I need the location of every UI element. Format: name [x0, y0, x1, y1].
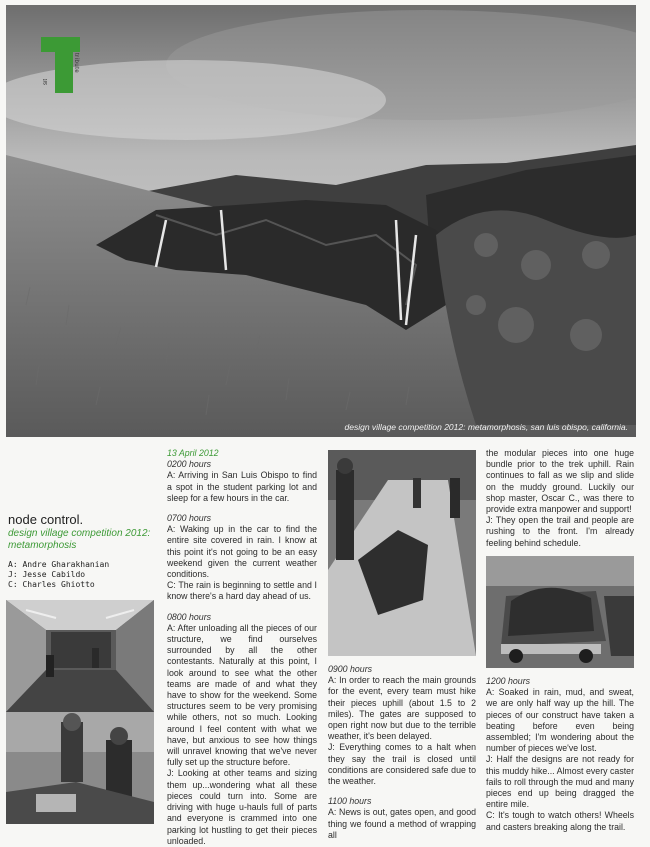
- credit-line: [8, 570, 109, 580]
- entry-text: J: Half the designs are not ready for this muddy hike... Almost every caster fails to roll through the mud and many pieces end up being dragged the entire mile.: [486, 754, 634, 810]
- credit-line: [8, 580, 109, 590]
- bundle-path-photo: [328, 450, 476, 656]
- entry-time: 1100 hours: [328, 796, 372, 807]
- credit-key: A:: [8, 560, 18, 569]
- credit-key: J:: [8, 570, 18, 579]
- credit-name: Jesse Cabildo: [22, 570, 86, 579]
- entry-text: the modular pieces into one huge bundle prior to the trek uphill. Rain continues to fall as we slip and slide on the muddy ground. Luckily our shop master, Oscar C., was there to provide extra manpower and support!: [486, 448, 634, 515]
- entry-time: 1200 hours: [486, 676, 531, 686]
- logo-side-text: tribute: [73, 53, 79, 74]
- logo-stem: [55, 47, 73, 93]
- article-subtitle: design village competition 2012: metamorphosis: [8, 528, 151, 551]
- hero-caption: design village competition 2012: metamorphosis, san luis obispo, california.: [344, 422, 628, 432]
- journal-column-2: [328, 664, 476, 841]
- journal-column-3: [486, 448, 634, 549]
- credit-name: Charles Ghiotto: [22, 580, 95, 589]
- tunnel-photo: [6, 600, 154, 712]
- entry-time: 0700 hours: [167, 513, 212, 524]
- entry-text: J: Looking at other teams and sizing them up...wondering what all these pieces could turn into. Some are driving with huge u-hauls full of parts and everyone is crammed into one parking lot hustling to get their pieces unloaded.: [167, 768, 317, 846]
- entry-text: A: Soaked in rain, mud, and sweat, we are only half way up the hill. The pieces of our construct have taken a beating before even being assembled; I'm wondering about the number of pieces we've lost.: [486, 687, 634, 754]
- credit-line: [8, 560, 109, 570]
- entry-text: A: In order to reach the main grounds for the event, every team must hike their pieces uphill (about 1.5 to 2 miles). The gates are supposed to open right now but due to the terrible weather, it's been delayed.: [328, 675, 476, 742]
- logo-bottom-text: sit: [43, 79, 49, 85]
- tribute-logo: [41, 37, 80, 93]
- entry-time: 0900 hours: [328, 664, 373, 674]
- entry-text: A: News is out, gates open, and good thing we found a method of wrapping all: [328, 807, 476, 840]
- credit-name: Andre Gharakhanian: [22, 560, 110, 569]
- credit-key: C:: [8, 580, 18, 589]
- article-title: node control.: [8, 512, 84, 527]
- unloading-photo: [6, 712, 154, 824]
- entry-date: 13 April 2012: [167, 448, 219, 458]
- hillside-structure-image: [6, 5, 636, 437]
- journal-column-3-continued: [486, 676, 634, 833]
- entry-text: A: Arriving in San Luis Obispo to find a spot in the student parking lot and sleep for a few hours in the car.: [167, 470, 317, 503]
- entry-text: C: The rain is beginning to settle and I know there's a hard day ahead of us.: [167, 580, 317, 602]
- entry-text: A: After unloading all the pieces of our structure, we find ourselves surrounded by all the other contestants. Naturally at this point, I look around to see what the other teams are made of and what they have to show for the weekend. Some structures seem to be very promising while others, not so much. Looking around I feel content with what we have, but anxious to see how things will unravel knowing that we've never fully set up the structure before.: [167, 622, 317, 768]
- entry-text: J: They open the trail and people are rushing to the front. I'm already feeling behind schedule.: [486, 515, 634, 548]
- entry-text: A: Waking up in the car to find the entire site covered in rain. I know at this point it's not going to be an easy weekend given the current weather conditions.: [167, 524, 317, 580]
- hero-photo: [6, 5, 636, 437]
- truck-photo: [486, 556, 634, 668]
- entry-time: 0800 hours: [167, 611, 212, 622]
- entry-text: C: It's tough to watch others! Wheels and casters breaking along the trail.: [486, 810, 634, 832]
- entry-text: J: Everything comes to a halt when they say the trail is closed until conditions are considered safe due to the weather.: [328, 742, 476, 787]
- entry-time: 0200 hours: [167, 459, 212, 470]
- credits-list: [8, 560, 109, 590]
- journal-column-1: [167, 448, 317, 847]
